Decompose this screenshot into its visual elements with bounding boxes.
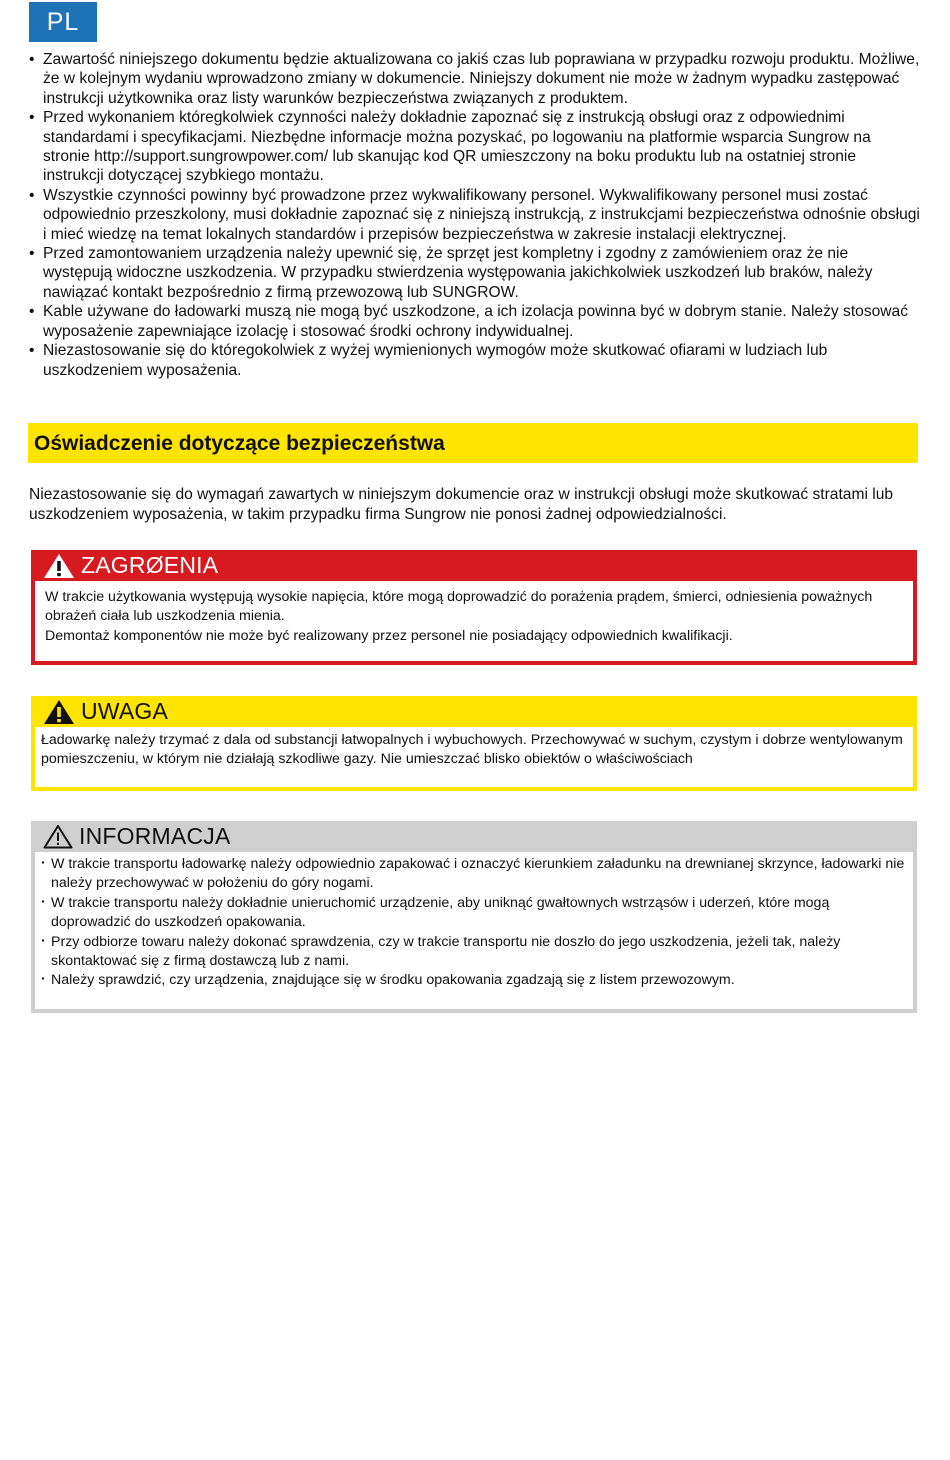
list-item: • Wszystkie czynności powinny być prowadzone przez wykwalifikowany personel. Wykwalifikowany personel musi zostać odpowiednio przeszkolony, musi dokładnie zapoznać się z niniejszą instrukcją, z instrukcjami bezpieczeństwa odnośnie obsługi i mieć wiedzę na temat lokalnych standardów i przepisów bezpieczeństwa w zakresie instalacji elektrycznej. bbox=[29, 186, 921, 244]
danger-header bbox=[31, 550, 917, 581]
danger-box bbox=[31, 550, 917, 665]
list-item: · Przy odbiorze towaru należy dokonać sprawdzenia, czy w trakcie transportu nie doszło do jego uszkodzenia, jeżeli tak, należy skontaktować się z firmą dostawczą lub z nami. bbox=[41, 933, 907, 972]
warning-triangle-icon bbox=[43, 553, 75, 579]
warning-triangle-outline-icon bbox=[43, 824, 73, 849]
language-badge: PL bbox=[29, 2, 97, 42]
info-body bbox=[35, 852, 913, 1009]
caution-title: UWAGA bbox=[81, 698, 169, 724]
list-item: • Przed zamontowaniem urządzenia należy upewnić się, że sprzęt jest kompletny i zgodny z zamówieniem oraz że nie występują widoczne uszkodzenia. W przypadku stwierdzenia występowania jakichkolwiek uszkodzeń lub braków, należy nawiązać kontakt bezpośrednio z firmą przewozową lub SUNGROW. bbox=[29, 244, 921, 302]
warning-triangle-icon bbox=[43, 699, 75, 725]
danger-body bbox=[35, 581, 913, 661]
info-list bbox=[41, 855, 907, 991]
caution-body: Ładowarkę należy trzymać z dala od substancji łatwopalnych i wybuchowych. Przechowywać w suchym, czystym i dobrze wentylowanym pomieszczeniu, w którym nie działają szkodliwe gazy. Nie umieszczać blisko obiektów o właściwościach bbox=[35, 727, 913, 787]
list-item: · Należy sprawdzić, czy urządzenia, znajdujące się w środku opakowania zgadzają się z listem przewozowym. bbox=[41, 971, 907, 990]
info-header bbox=[31, 821, 917, 852]
danger-title: ZAGRØENIA bbox=[81, 552, 219, 578]
danger-text-line: Demontaż komponentów nie może być realizowany przez personel nie posiadający odpowiednich kwalifikacji. bbox=[45, 627, 733, 644]
list-item: · W trakcie transportu należy dokładnie unieruchomić urządzenie, aby uniknąć gwałtownych wstrząsów i uderzeń, które mogą doprowadzić do uszkodzeń opakowania. bbox=[41, 894, 907, 933]
info-box bbox=[31, 821, 917, 1013]
danger-text-line: W trakcie użytkowania występują wysokie napięcia, które mogą doprowadzić do porażenia prądem, śmierci, odniesienia poważnych obrażeń ciała lub uszkodzenia mienia. bbox=[45, 589, 873, 625]
list-item: • Niezastosowanie się do któregokolwiek z wyżej wymienionych wymogów może skutkować ofiarami w ludziach lub uszkodzeniem wyposażenia. bbox=[29, 341, 921, 380]
list-item: • Kable używane do ładowarki muszą nie mogą być uszkodzone, a ich izolacja powinna być w dobrym stanie. Należy stosować wyposażenie zapewniające izolację i stosować środki ochrony indywidualnej. bbox=[29, 302, 921, 341]
intro-bullet-list bbox=[29, 50, 921, 380]
safety-disclaimer-text: Niezastosowanie się do wymagań zawartych w niniejszym dokumencie oraz w instrukcji obsługi może skutkować stratami lub uszkodzeniem wyposażenia, w takim przypadku firma Sungrow nie ponosi żadnej odpowiedzialności. bbox=[29, 486, 894, 523]
list-item: • Przed wykonaniem któregkolwiek czynności należy dokładnie zapoznać się z instrukcją obsługi oraz z odpowiednimi standardami i specyfikacjami. Niezbędne informacje można pozyskać, po logowaniu na platformie wsparcia Sungrow na stronie http://support.sungrowpower.com/ lub skanując kod QR umieszczony na boku produktu lub na ostatniej stronie instrukcji dotyczącej szybkiego montażu. bbox=[29, 108, 921, 186]
info-title: INFORMACJA bbox=[79, 823, 231, 849]
list-item: · W trakcie transportu ładowarkę należy odpowiednio zapakować i oznaczyć kierunkiem załadunku na drewnianej skrzynce, ładowarki nie należy przechowywać w położeniu do góry nogami. bbox=[41, 855, 907, 894]
safety-section-heading: Oświadczenie dotyczące bezpieczeństwa bbox=[28, 423, 918, 463]
caution-header bbox=[31, 696, 917, 727]
caution-box bbox=[31, 696, 917, 791]
list-item: • Zawartość niniejszego dokumentu będzie aktualizowana co jakiś czas lub poprawiana w przypadku rozwoju produktu. Możliwe, że w kolejnym wydaniu wprowadzono zmiany w dokumencie. Niniejszy dokument nie może w żadnym wypadku zastępować instrukcji użytkownika oraz listy warunków bezpieczeństwa związanych z produktem. bbox=[29, 50, 921, 108]
